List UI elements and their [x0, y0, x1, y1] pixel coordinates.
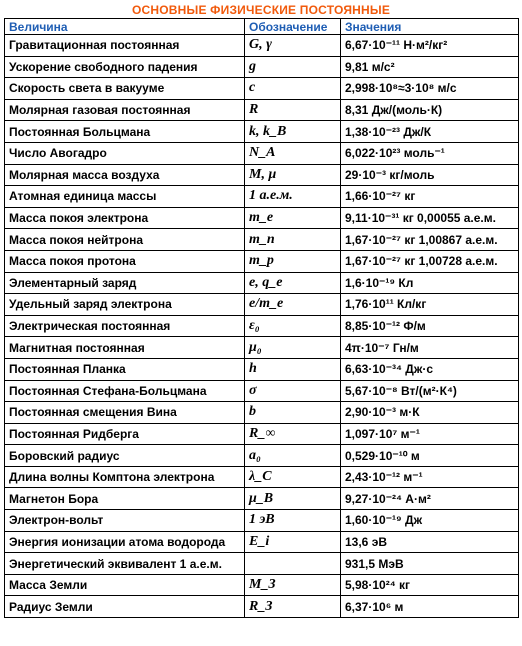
row-name-cell: Элементарный заряд	[5, 272, 245, 294]
table-row	[5, 574, 519, 596]
row-value-cell: 29·10⁻³ кг/моль	[341, 164, 519, 186]
row-name-cell: Ускорение свободного падения	[5, 56, 245, 78]
row-name-cell: Постоянная Ридберга	[5, 423, 245, 445]
row-value-cell: 2,43·10⁻¹² м⁻¹	[341, 466, 519, 488]
row-value-cell: 1,67·10⁻²⁷ кг 1,00867 а.е.м.	[341, 229, 519, 251]
row-value-cell: 9,27·10⁻²⁴ А·м²	[341, 488, 519, 510]
row-name-cell: Магнетон Бора	[5, 488, 245, 510]
table-row	[5, 510, 519, 532]
row-value-cell: 6,63·10⁻³⁴ Дж·с	[341, 358, 519, 380]
row-symbol-cell: c	[245, 78, 341, 100]
row-symbol-cell: M, μ	[245, 164, 341, 186]
row-name-cell: Энергетический эквивалент 1 а.е.м.	[5, 553, 245, 575]
row-value-cell: 9,81 м/с²	[341, 56, 519, 78]
table-row	[5, 423, 519, 445]
row-symbol-cell: μ_B	[245, 488, 341, 510]
row-name-cell: Радиус Земли	[5, 596, 245, 618]
row-value-cell: 6,67·10⁻¹¹ Н·м²/кг²	[341, 35, 519, 57]
row-symbol-cell: m_e	[245, 207, 341, 229]
row-name-cell: Боровский радиус	[5, 445, 245, 467]
row-symbol-cell: R_З	[245, 596, 341, 618]
row-symbol-cell: 1 а.е.м.	[245, 186, 341, 208]
row-value-cell: 8,85·10⁻¹² Ф/м	[341, 315, 519, 337]
row-symbol-cell: λ_C	[245, 466, 341, 488]
row-value-cell: 1,38·10⁻²³ Дж/К	[341, 121, 519, 143]
row-symbol-cell: k, k_B	[245, 121, 341, 143]
row-name-cell: Электрон-вольт	[5, 510, 245, 532]
row-symbol-cell	[245, 553, 341, 575]
row-value-cell: 0,529·10⁻¹⁰ м	[341, 445, 519, 467]
row-value-cell: 1,60·10⁻¹⁹ Дж	[341, 510, 519, 532]
row-symbol-cell: e, q_e	[245, 272, 341, 294]
table-body	[5, 35, 519, 618]
row-symbol-cell: e/m_e	[245, 294, 341, 316]
row-value-cell: 5,67·10⁻⁸ Вт/(м²·К⁴)	[341, 380, 519, 402]
row-name-cell: Число Авогадро	[5, 142, 245, 164]
column-header-value: Значения	[341, 19, 519, 35]
row-symbol-cell: R	[245, 99, 341, 121]
row-symbol-cell: h	[245, 358, 341, 380]
row-name-cell: Скорость света в вакууме	[5, 78, 245, 100]
row-name-cell: Масса покоя электрона	[5, 207, 245, 229]
row-value-cell: 8,31 Дж/(моль·К)	[341, 99, 519, 121]
table-row	[5, 488, 519, 510]
row-value-cell: 1,097·10⁷ м⁻¹	[341, 423, 519, 445]
row-name-cell: Гравитационная постоянная	[5, 35, 245, 57]
table-row	[5, 35, 519, 57]
table-row	[5, 294, 519, 316]
row-name-cell: Постоянная Больцмана	[5, 121, 245, 143]
row-value-cell: 6,022·10²³ моль⁻¹	[341, 142, 519, 164]
row-value-cell: 1,67·10⁻²⁷ кг 1,00728 а.е.м.	[341, 250, 519, 272]
row-symbol-cell: E_i	[245, 531, 341, 553]
constants-sheet	[4, 3, 518, 618]
row-name-cell: Длина волны Комптона электрона	[5, 466, 245, 488]
row-name-cell: Масса покоя протона	[5, 250, 245, 272]
row-symbol-cell: σ	[245, 380, 341, 402]
table-row	[5, 142, 519, 164]
row-name-cell: Масса покоя нейтрона	[5, 229, 245, 251]
row-symbol-cell: a₀	[245, 445, 341, 467]
table-row	[5, 229, 519, 251]
row-symbol-cell: b	[245, 402, 341, 424]
row-symbol-cell: ε₀	[245, 315, 341, 337]
row-name-cell: Электрическая постоянная	[5, 315, 245, 337]
page-title: ОСНОВНЫЕ ФИЗИЧЕСКИЕ ПОСТОЯННЫЕ	[131, 3, 391, 17]
row-symbol-cell: 1 эВ	[245, 510, 341, 532]
column-header-symbol: Обозначение	[245, 19, 341, 35]
row-value-cell: 931,5 МэВ	[341, 553, 519, 575]
row-name-cell: Молярная масса воздуха	[5, 164, 245, 186]
row-symbol-cell: G, γ	[245, 35, 341, 57]
table-row	[5, 466, 519, 488]
row-name-cell: Масса Земли	[5, 574, 245, 596]
row-symbol-cell: g	[245, 56, 341, 78]
table-row	[5, 56, 519, 78]
row-name-cell: Молярная газовая постоянная	[5, 99, 245, 121]
row-name-cell: Энергия ионизации атома водорода	[5, 531, 245, 553]
row-value-cell: 13,6 эВ	[341, 531, 519, 553]
row-symbol-cell: R_∞	[245, 423, 341, 445]
table-row	[5, 78, 519, 100]
table-row	[5, 445, 519, 467]
table-row	[5, 272, 519, 294]
table-row	[5, 402, 519, 424]
table-row	[5, 531, 519, 553]
table-row	[5, 207, 519, 229]
row-symbol-cell: μ₀	[245, 337, 341, 359]
table-header-row	[5, 19, 519, 35]
row-value-cell: 4π·10⁻⁷ Гн/м	[341, 337, 519, 359]
table-row	[5, 358, 519, 380]
row-symbol-cell: m_p	[245, 250, 341, 272]
column-header-name: Величина	[5, 19, 245, 35]
row-value-cell: 1,76·10¹¹ Кл/кг	[341, 294, 519, 316]
row-value-cell: 9,11·10⁻³¹ кг 0,00055 а.е.м.	[341, 207, 519, 229]
row-name-cell: Магнитная постоянная	[5, 337, 245, 359]
table-row	[5, 553, 519, 575]
row-symbol-cell: N_A	[245, 142, 341, 164]
table-row	[5, 380, 519, 402]
table-row	[5, 186, 519, 208]
table-row	[5, 315, 519, 337]
row-name-cell: Постоянная смещения Вина	[5, 402, 245, 424]
table-row	[5, 164, 519, 186]
table-row	[5, 99, 519, 121]
row-name-cell: Атомная единица массы	[5, 186, 245, 208]
row-name-cell: Постоянная Стефана-Больцмана	[5, 380, 245, 402]
table-row	[5, 596, 519, 618]
row-value-cell: 2,998·10⁸≈3·10⁸ м/с	[341, 78, 519, 100]
row-value-cell: 5,98·10²⁴ кг	[341, 574, 519, 596]
table-row	[5, 121, 519, 143]
row-name-cell: Удельный заряд электрона	[5, 294, 245, 316]
row-symbol-cell: m_n	[245, 229, 341, 251]
table-row	[5, 250, 519, 272]
row-value-cell: 6,37·10⁶ м	[341, 596, 519, 618]
constants-table	[4, 18, 519, 618]
row-value-cell: 1,6·10⁻¹⁹ Кл	[341, 272, 519, 294]
row-value-cell: 1,66·10⁻²⁷ кг	[341, 186, 519, 208]
row-name-cell: Постоянная Планка	[5, 358, 245, 380]
table-row	[5, 337, 519, 359]
row-symbol-cell: M_З	[245, 574, 341, 596]
row-value-cell: 2,90·10⁻³ м·К	[341, 402, 519, 424]
